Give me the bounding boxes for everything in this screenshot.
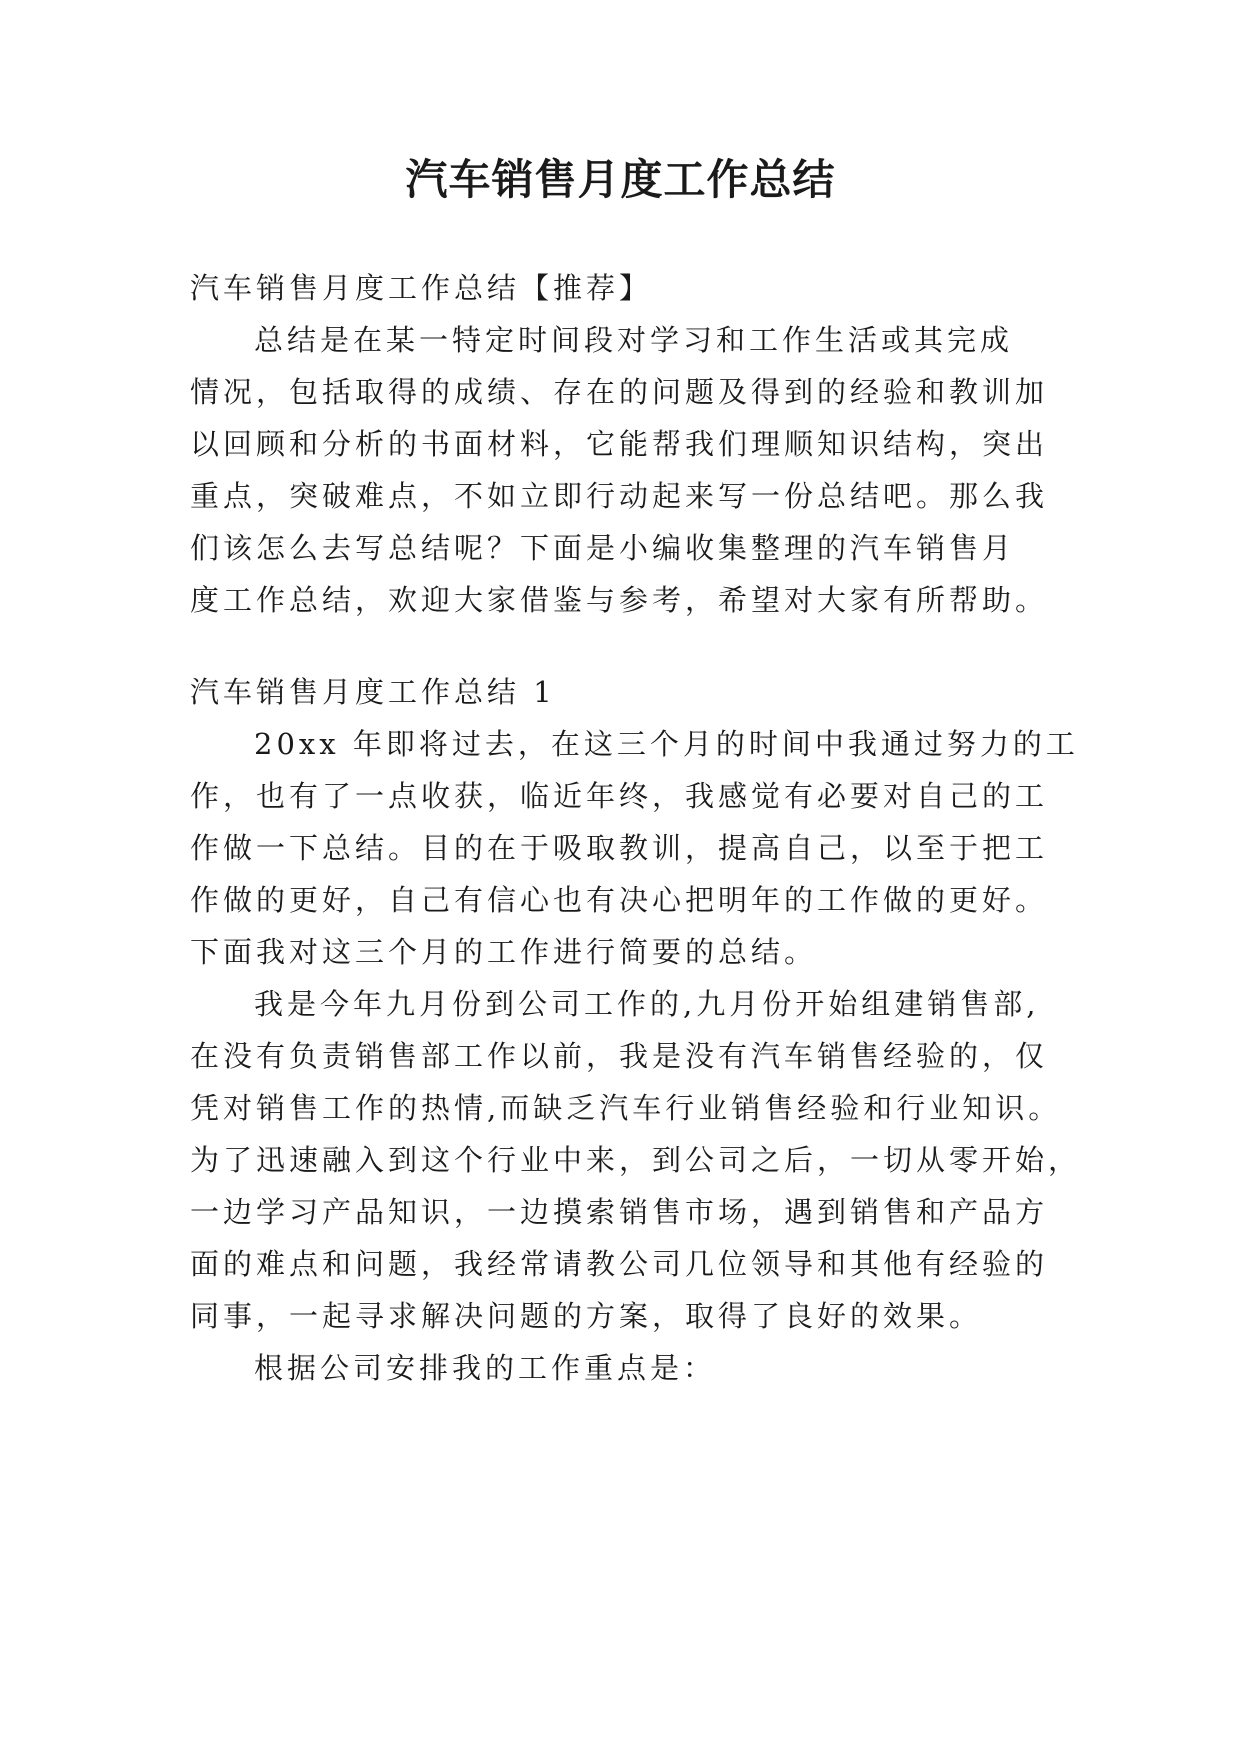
intro-line: 以回顾和分析的书面材料，它能帮我们理顺知识结构，突出 [190,427,1049,461]
intro-line: 们该怎么去写总结呢？下面是小编收集整理的汽车销售月 [190,531,1016,565]
paragraph-line: 为了迅速融入到这个行业中来，到公司之后，一切从零开始， [190,1143,1082,1177]
paragraph-line: 我是今年九月份到公司工作的,九月份开始组建销售部, [254,987,1040,1021]
paragraph-line: 面的难点和问题，我经常请教公司几位领导和其他有经验的 [190,1247,1049,1281]
paragraph-line: 下面我对这三个月的工作进行简要的总结。 [190,935,818,969]
paragraph-line: 根据公司安排我的工作重点是： [254,1351,717,1385]
section-heading: 汽车销售月度工作总结 1 [190,675,556,709]
paragraph-line: 一边学习产品知识，一边摸索销售市场，遇到销售和产品方 [190,1195,1049,1229]
paragraph-line: 作，也有了一点收获，临近年终，我感觉有必要对自己的工 [190,779,1049,813]
paragraph-line: 同事，一起寻求解决问题的方案，取得了良好的效果。 [190,1299,983,1333]
intro-heading: 汽车销售月度工作总结【推荐】 [190,271,653,305]
intro-line: 情况，包括取得的成绩、存在的问题及得到的经验和教训加 [190,375,1049,409]
intro-line: 度工作总结，欢迎大家借鉴与参考，希望对大家有所帮助。 [190,583,1049,617]
intro-line: 总结是在某一特定时间段对学习和工作生活或其完成 [254,323,1014,357]
paragraph-line: 作做的更好，自己有信心也有决心把明年的工作做的更好。 [190,883,1049,917]
paragraph-line: 20xx 年即将过去，在这三个月的时间中我通过努力的工 [254,727,1079,761]
paragraph-line: 作做一下总结。目的在于吸取教训，提高自己，以至于把工 [190,831,1049,865]
intro-line: 重点，突破难点，不如立即行动起来写一份总结吧。那么我 [190,479,1049,513]
document-title: 汽车销售月度工作总结 [405,155,836,204]
paragraph-line: 凭对销售工作的热情,而缺乏汽车行业销售经验和行业知识。 [190,1091,1062,1125]
paragraph-line: 在没有负责销售部工作以前，我是没有汽车销售经验的，仅 [190,1039,1049,1073]
